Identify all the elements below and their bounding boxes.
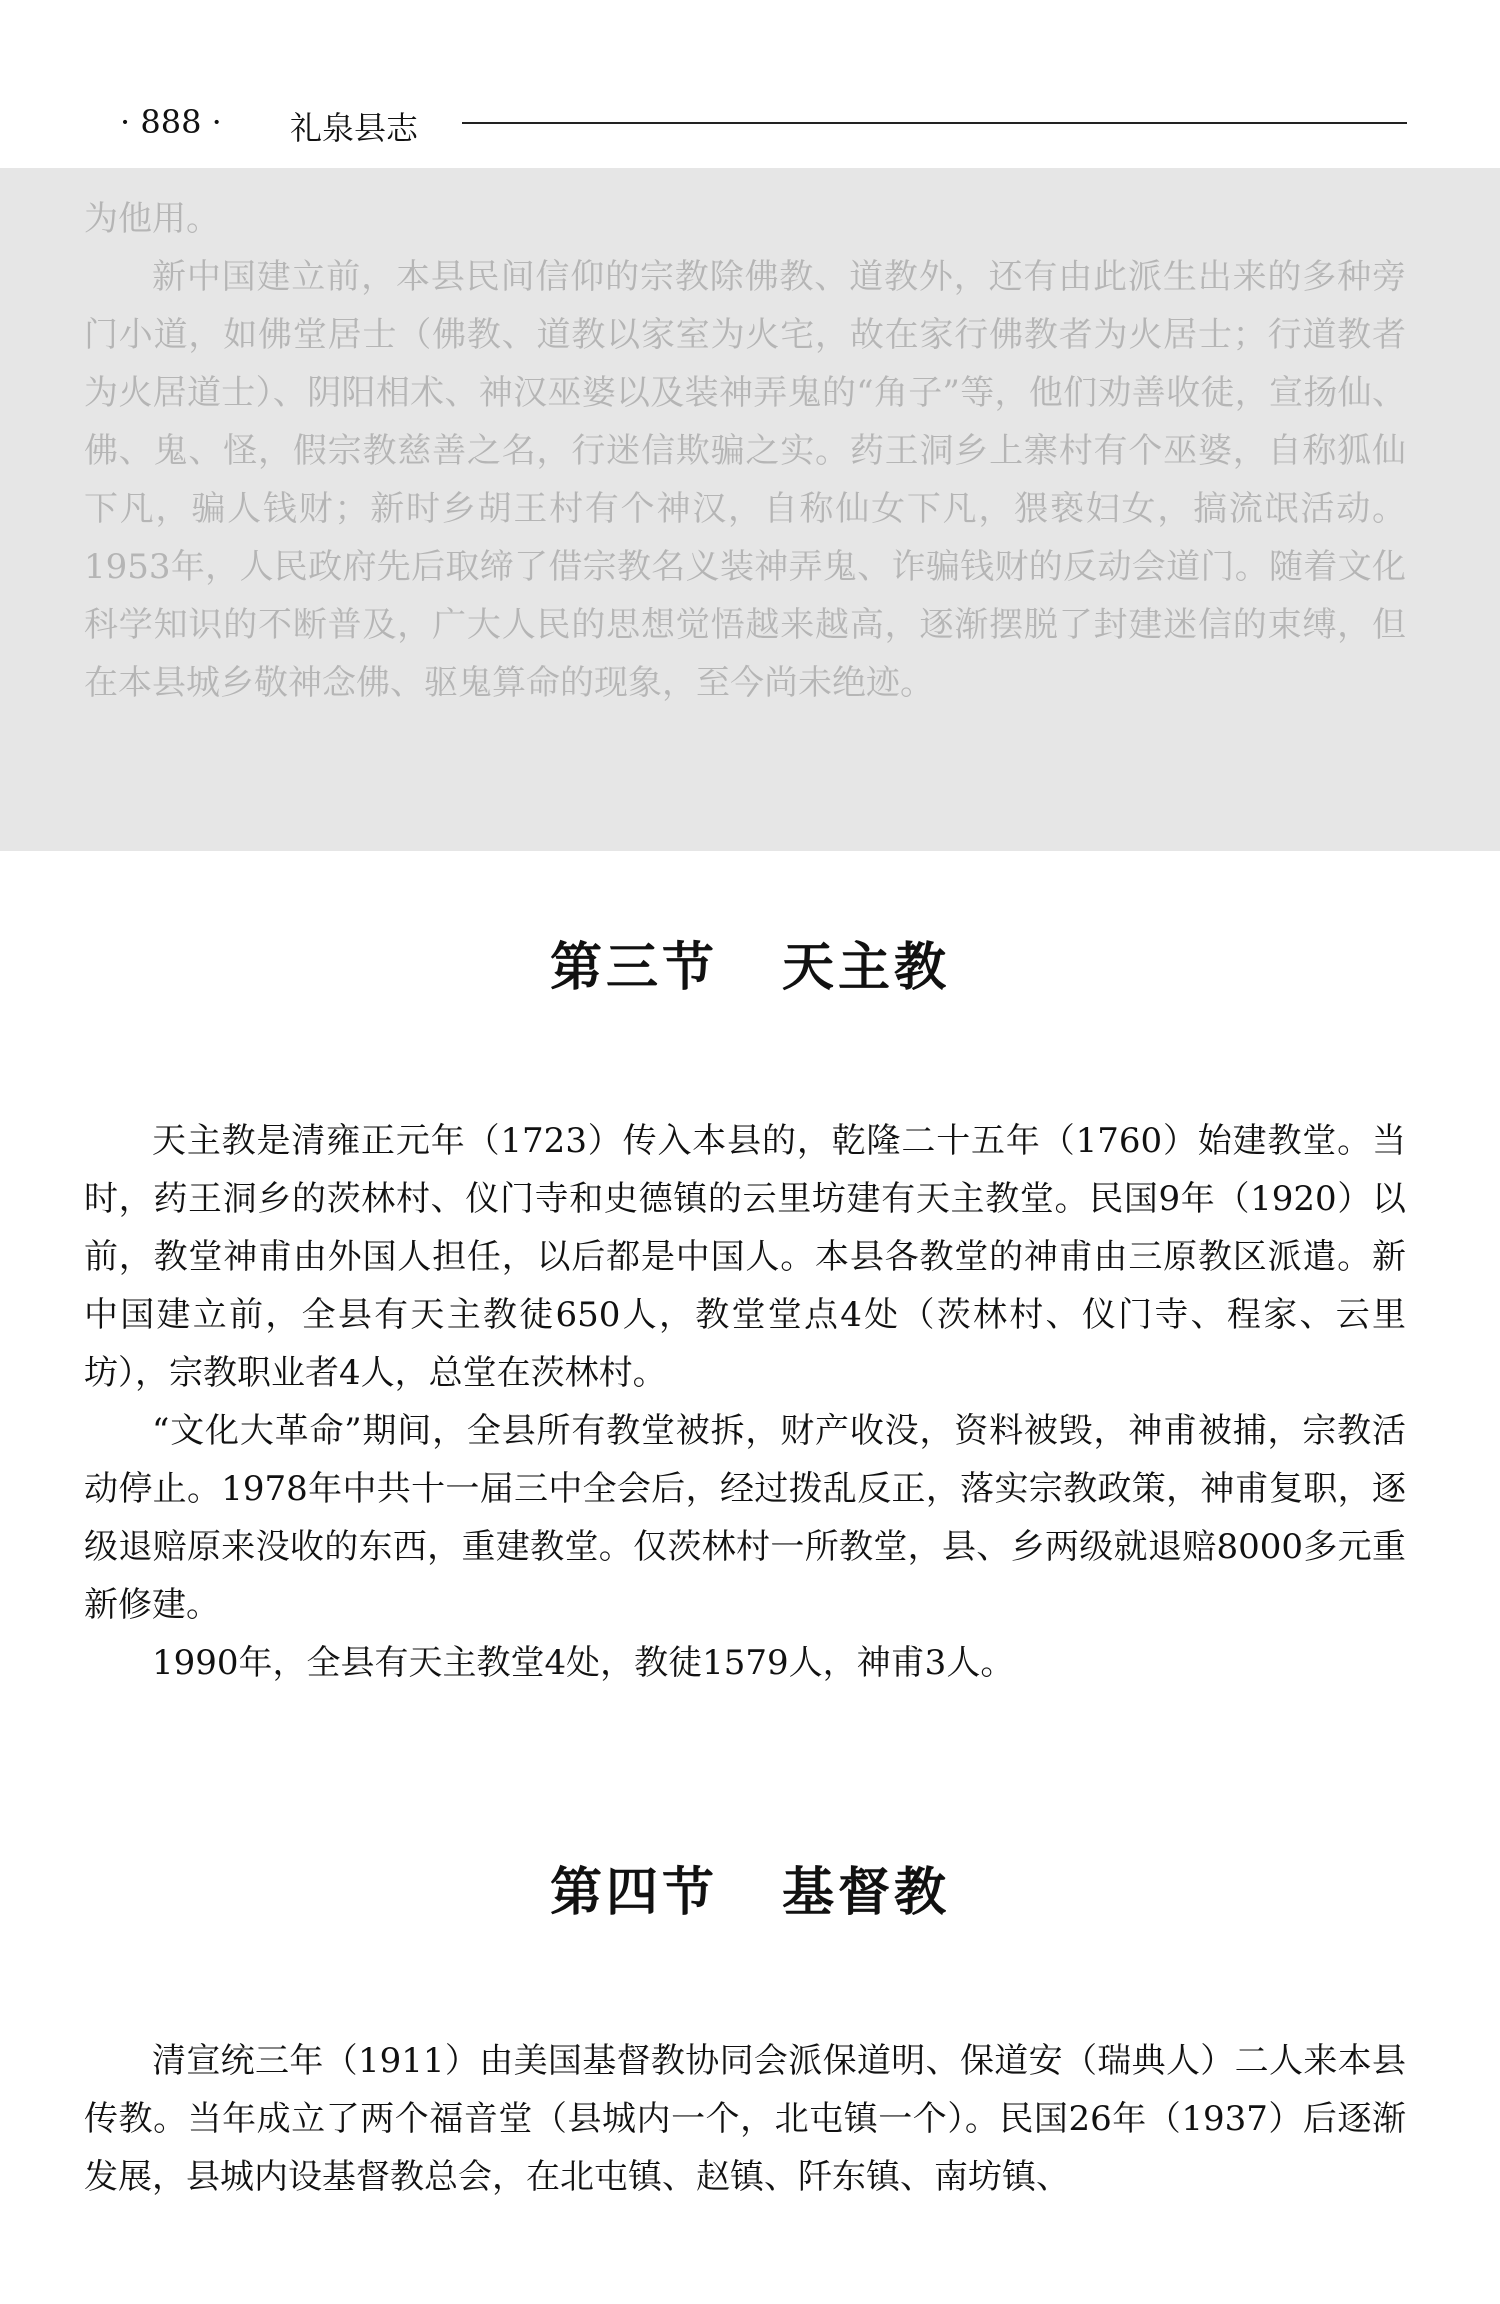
section-4-body bbox=[84, 2032, 1406, 2206]
section-3-body bbox=[84, 1112, 1406, 1692]
section-4-title: 基督教 bbox=[782, 1862, 951, 1923]
section-3-title: 天主教 bbox=[782, 937, 951, 998]
page-number: · 888 · bbox=[120, 103, 222, 141]
paragraph: 1990年，全县有天主教堂4处，教徒1579人，神甫3人。 bbox=[152, 1643, 1015, 1683]
section-4-heading bbox=[0, 1850, 1500, 1925]
faded-section bbox=[0, 168, 1500, 851]
paragraph: “文化大革命”期间，全县所有教堂被拆，财产收没，资料被毁，神甫被捕，宗教活动停止。1978年中共十一届三中全会后，经过拨乱反正，落实宗教政策，神甫复职，逐级退赔原来没收的东西，重建教堂。仅茨林村一所教堂，县、乡两级就退赔8000多元重新修建。 bbox=[84, 1411, 1406, 1625]
faded-paragraph: 为他用。 bbox=[84, 199, 220, 239]
section-4-number: 第四节 bbox=[549, 1862, 718, 1923]
book-title: 礼泉县志 bbox=[290, 109, 419, 147]
section-3-heading bbox=[0, 925, 1500, 1000]
faded-text bbox=[84, 190, 1406, 712]
section-3-number: 第三节 bbox=[549, 937, 718, 998]
paragraph: 天主教是清雍正元年（1723）传入本县的，乾隆二十五年（1760）始建教堂。当时，药王洞乡的茨林村、仪门寺和史德镇的云里坊建有天主教堂。民国9年（1920）以前，教堂神甫由外国人担任，以后都是中国人。本县各教堂的神甫由三原教区派遣。新中国建立前，全县有天主教徒650人，教堂堂点4处（茨林村、仪门寺、程家、云里坊），宗教职业者4人，总堂在茨林村。 bbox=[84, 1121, 1406, 1393]
faded-paragraph: 新中国建立前，本县民间信仰的宗教除佛教、道教外，还有由此派生出来的多种旁门小道，如佛堂居士（佛教、道教以家室为火宅，故在家行佛教者为火居士；行道教者为火居道士）、阴阳相术、神汉巫婆以及装神弄鬼的“角子”等，他们劝善收徒，宣扬仙、佛、鬼、怪，假宗教慈善之名，行迷信欺骗之实。药王洞乡上寨村有个巫婆，自称狐仙下凡，骗人钱财；新时乡胡王村有个神汉，自称仙女下凡，猥亵妇女，搞流氓活动。1953年，人民政府先后取缔了借宗教名义装神弄鬼、诈骗钱财的反动会道门。随着文化科学知识的不断普及，广大人民的思想觉悟越来越高，逐渐摆脱了封建迷信的束缚，但在本县城乡敬神念佛、驱鬼算命的现象，至今尚未绝迹。 bbox=[84, 257, 1406, 703]
header-rule bbox=[462, 122, 1407, 124]
page-header bbox=[0, 95, 1500, 155]
paragraph: 清宣统三年（1911）由美国基督教协同会派保道明、保道安（瑞典人）二人来本县传教。当年成立了两个福音堂（县城内一个，北屯镇一个）。民国26年（1937）后逐渐发展，县城内设基督教总会，在北屯镇、赵镇、阡东镇、南坊镇、 bbox=[84, 2041, 1406, 2197]
